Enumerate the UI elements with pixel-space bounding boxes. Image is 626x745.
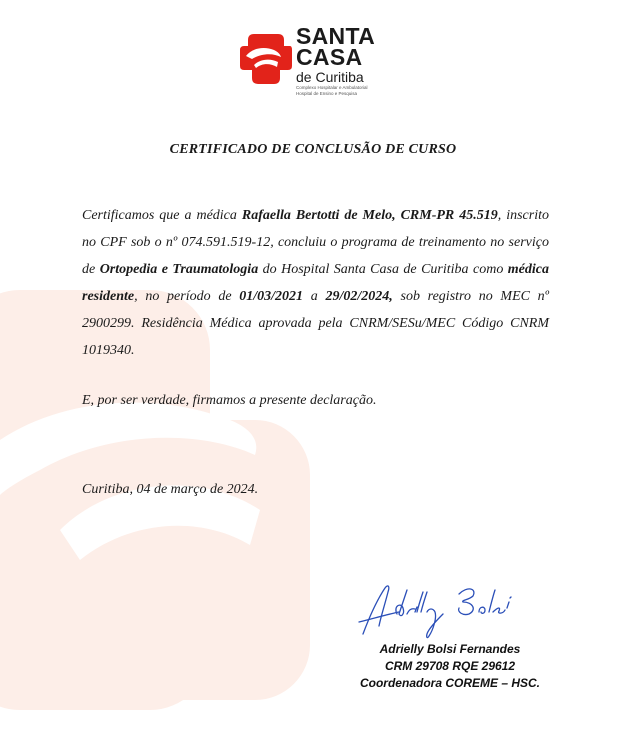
body-text-4: , no período de (134, 289, 240, 304)
santa-casa-logo (240, 23, 390, 98)
body-text-6: sob registro no MEC nº 2900299. Residência Médica aprovada pela CNRM/SESu/MEC Código CNRM 1019340. (82, 289, 550, 358)
service-name: Ortopedia e Traumatologia (99, 262, 259, 277)
recipient-role: médica residente (82, 262, 550, 304)
santa-casa-cross-icon (240, 32, 292, 84)
certificate-title: CERTIFICADO DE CONCLUSÃO DE CURSO (169, 142, 457, 157)
signatory-crm: CRM 29708 RQE 29612 (384, 659, 516, 673)
logo-subtitle-2: Hospital de Ensino e Pesquisa (296, 91, 358, 96)
period-end: 29/02/2024, (325, 289, 393, 304)
logo-subtitle-1: Complexo Hospitalar e Ambulatorial (296, 85, 368, 90)
body-text-1: Certificamos que a médica (82, 208, 242, 223)
logo-word-santa: SANTA (296, 23, 376, 49)
closing-statement: E, por ser verdade, firmamos a presente declaração. (82, 393, 377, 408)
place-and-date: Curitiba, 04 de março de 2024. (82, 482, 259, 497)
body-text-2: , inscrito no CPF sob o nº 074.591.519-12, concluiu o programa de treinamento no serviço de (82, 208, 550, 277)
recipient-name: Rafaella Bertotti de Melo, CRM-PR 45.519 (241, 208, 498, 223)
body-text-3: do Hospital Santa Casa de Curitiba como (258, 262, 508, 277)
logo-word-casa: CASA (296, 44, 363, 70)
certificate-body (82, 202, 549, 364)
period-start: 01/03/2021 (239, 289, 304, 304)
signatory-role: Coordenadora COREME – HSC. (359, 676, 541, 690)
handwritten-signature (355, 578, 545, 642)
signatory-block (350, 641, 550, 692)
signatory-name: Adrielly Bolsi Fernandes (379, 642, 521, 656)
logo-city: de Curitiba (296, 69, 364, 85)
body-text-5: a (303, 289, 326, 304)
